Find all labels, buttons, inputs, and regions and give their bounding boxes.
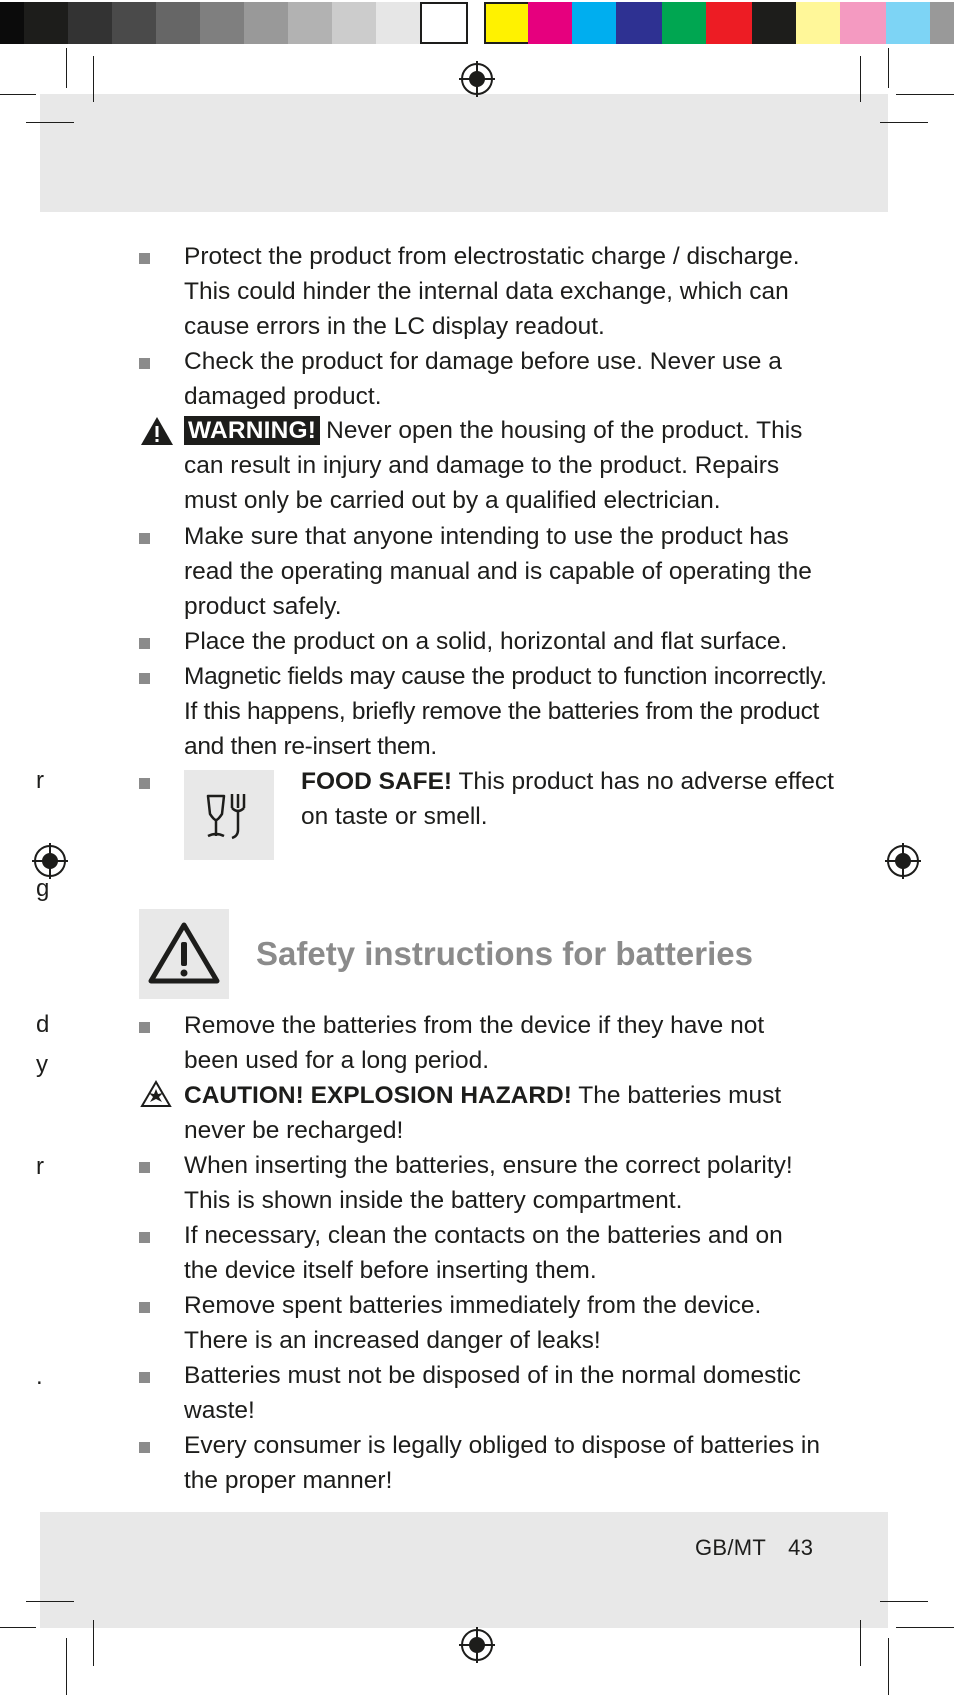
edge-fragment: r — [36, 767, 44, 794]
footer-locale: GB/MT — [695, 1535, 767, 1560]
list-item: Remove spent batteries immediately from the device. There is an increased danger of leaks! — [184, 1292, 762, 1354]
list-bullet — [139, 1302, 150, 1313]
list-item: Protect the product from electrostatic charge / discharge. This could hinder the internal data exchange, which can cause errors in the LC display readout. — [184, 243, 800, 340]
food-safe-text: This product has no adverse effect on taste or smell. — [301, 768, 834, 830]
list-bullet — [139, 1162, 150, 1173]
page-footer — [695, 1535, 813, 1561]
list-bullet — [139, 1232, 150, 1243]
list-item: If necessary, clean the contacts on the batteries and on the device itself before inserting them. — [184, 1222, 783, 1284]
caution-text: The batteries must never be recharged! — [184, 1082, 782, 1144]
edge-fragment: d — [36, 1011, 50, 1038]
section-title: Safety instructions for batteries — [256, 935, 753, 972]
caution-item — [184, 1078, 804, 1148]
list-item: Make sure that anyone intending to use the product has read the operating manual and is capable of operating the product safely. — [184, 523, 812, 620]
warning-text: Never open the housing of the product. This can result in injury and damage to the product. Repairs must only be carried out by a qualified electrician. — [184, 417, 803, 514]
list-item: Batteries must not be disposed of in the normal domestic waste! — [184, 1362, 801, 1424]
list-bullet — [139, 1022, 150, 1033]
edge-fragment: . — [36, 1363, 43, 1390]
list-item: Check the product for damage before use. Never use a damaged product. — [184, 348, 782, 410]
list-item: When inserting the batteries, ensure the correct polarity! This is shown inside the battery compartment. — [184, 1152, 793, 1214]
list-bullet — [139, 1442, 150, 1453]
warning-label: WARNING! — [184, 416, 320, 445]
list-item: Magnetic fields may cause the product to function incorrectly. If this happens, briefly remove the batteries from the product and then re-insert them. — [184, 663, 827, 760]
edge-fragment: g — [36, 875, 50, 902]
list-item: Every consumer is legally obliged to dispose of batteries in the proper manner! — [184, 1432, 820, 1494]
caution-label: CAUTION! EXPLOSION HAZARD! — [184, 1082, 572, 1109]
list-item: Place the product on a solid, horizontal and flat surface. — [184, 628, 788, 655]
list-bullet — [139, 1372, 150, 1383]
edge-fragment: r — [36, 1153, 44, 1180]
edge-fragment: y — [36, 1051, 48, 1078]
explosion-icon — [140, 1080, 172, 1108]
list-item: Remove the batteries from the device if they have not been used for a long period. — [184, 1012, 765, 1074]
page-number: 43 — [788, 1535, 814, 1560]
food-safe-label: FOOD SAFE! — [301, 768, 453, 795]
